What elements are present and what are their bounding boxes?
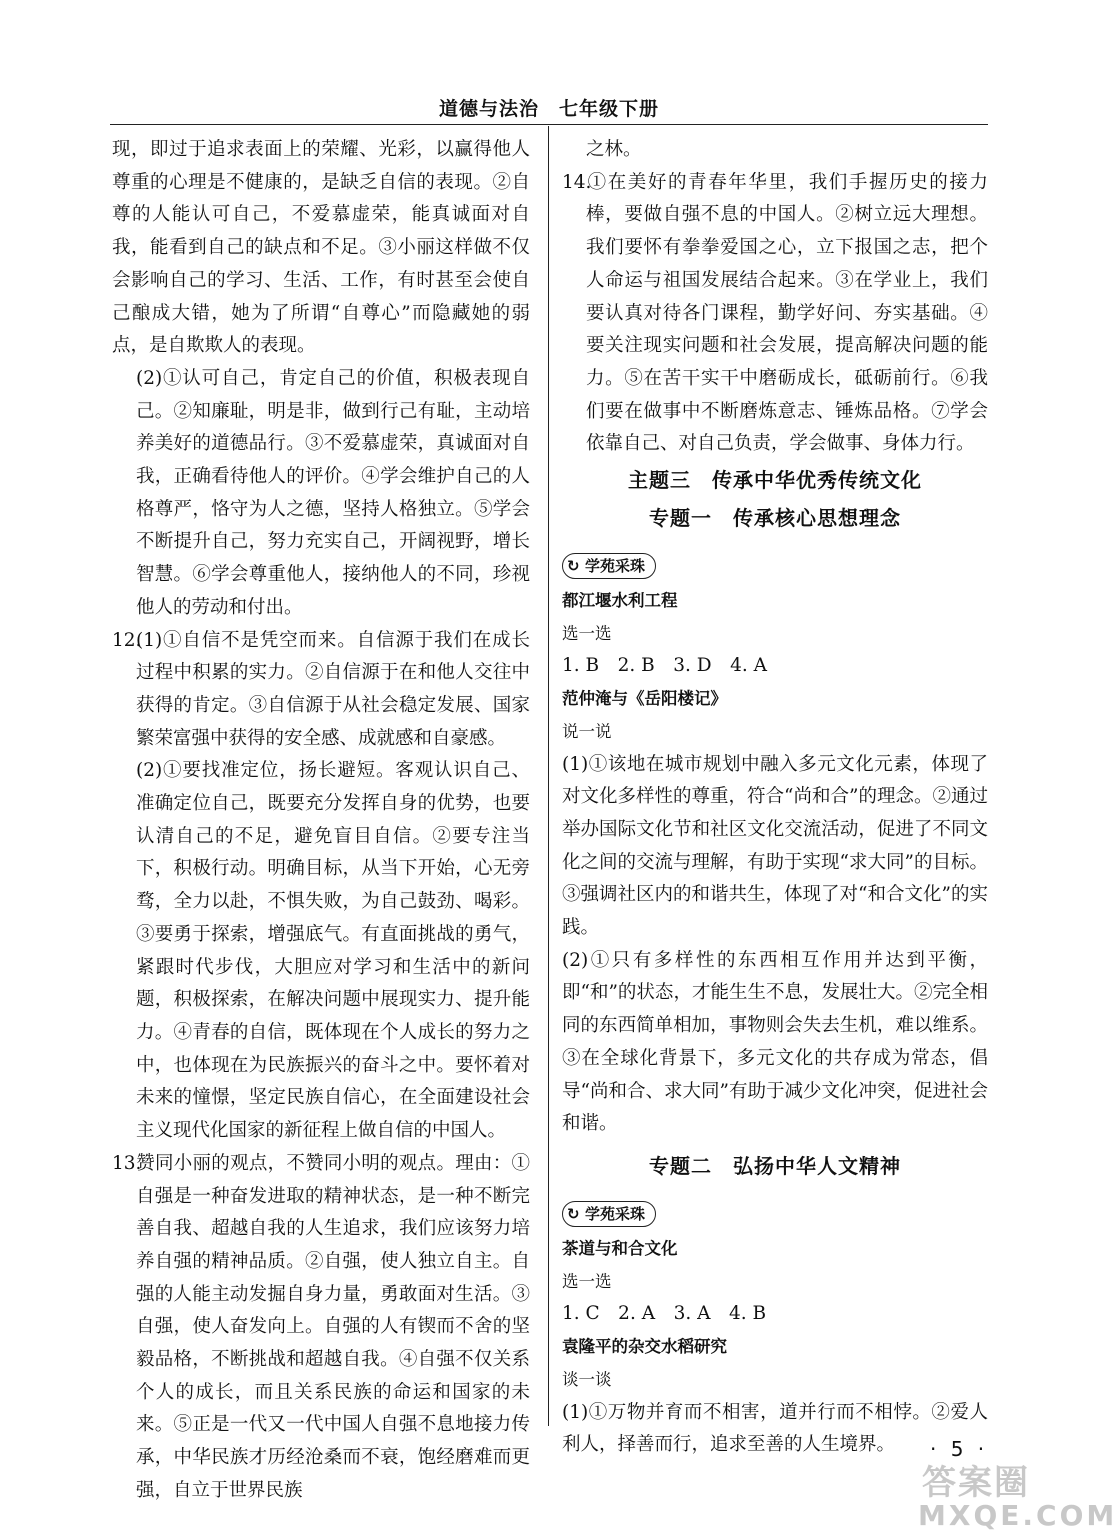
watermark-top-text: 答案圈	[922, 1463, 1030, 1503]
section-heading: 茶道与和合文化	[562, 1238, 678, 1258]
swirl-icon: ↻	[567, 557, 580, 576]
question-12-part2: (2)①要找准定位，扬长避短。客观认识自己、准确定位自己，既要充分发挥自身的优势，也要认清自己的不足，避免盲目自信。②要专注当下，积极行动。明确目标，从当下开始，心无旁骛，全力以赴，不惧失败，为自己鼓劲、喝彩。③要勇于探索，增强底气。有直面挑战的勇气，紧跟时代步伐，大胆应对学习和生活中的新问题，积极探索，在解决问题中展现实力、提升能力。④青春的自信，既体现在个人成长的努力之中，也体现在为民族振兴的奋斗之中。要怀着对未来的憧憬，坚定民族自信心，在全面建设社会主义现代化国家的新征程上做自信的中国人。	[136, 760, 530, 1142]
badge-label: 学苑采珠	[585, 557, 646, 576]
exercise-label: 说一说	[562, 721, 612, 741]
answer-line: 1. B 2. B 3. D 4. A	[562, 655, 768, 677]
question-number: 14.	[562, 171, 592, 193]
section-heading: 袁隆平的杂交水稻研究	[562, 1337, 727, 1357]
paragraph-cont: 现，即过于追求表面上的荣耀、光彩，以赢得他人尊重的心理是不健康的，是缺乏自信的表现。②自尊的人能认可自己，不爱慕虚荣，能真诚面对自我，能看到自己的缺点和不足。③小丽这样做不仅会影响自己的学习、生活、工作，有时甚至会使自己酿成大错，她为了所谓“自尊心”而隐藏她的弱点，是自欺欺人的表现。	[112, 139, 530, 357]
question-text: ①在美好的青春年华里，我们手握历史的接力棒，要做自强不息的中国人。②树立远大理想。我们要怀有拳拳爱国之心，立下报国之志，把个人命运与祖国发展结合起来。③在学业上，我们要认真对待各门课程，勤学好问、夯实基础。④要关注现实问题和社会发展，提高解决问题的能力。⑤在苦干实干中磨砺成长，砥砺前行。⑥我们要在做事中不断磨炼意志、锤炼品格。⑦学会依靠自己、对自己负责，学会做事、身体力行。	[586, 171, 988, 455]
watermark-logo	[900, 1455, 1117, 1533]
paragraph-cont: 之林。	[586, 139, 642, 160]
column-divider	[548, 126, 549, 1426]
question-13	[112, 1148, 530, 1508]
answer-paragraph: (2)①只有多样性的东西相互作用并达到平衡，即“和”的状态，才能生生不息，发展壮大。②完全相同的东西简单相加，事物则会失去生机，难以维系。③在全球化背景下，多元文化的共存成为常态，倡导“尚和合、求大同”有助于减少文化冲突，促进社会和谐。	[562, 949, 988, 1135]
question-number: 13.	[112, 1152, 142, 1174]
answer-line: 1. C 2. A 3. A 4. B	[562, 1303, 767, 1325]
page-number: · 5 ·	[930, 1437, 989, 1461]
watermark-bottom-text: MXQE.COM	[918, 1499, 1117, 1532]
answer-paragraph: (1)①该地在城市规划中融入多元文化元素，体现了对文化多样性的尊重，符合“尚和合”的理念。②通过举办国际文化节和社区文化交流活动，促进了不同文化之间的交流与理解，有助于实现“求大同”的目标。③强调社区内的和谐共生，体现了对“和合文化”的实践。	[562, 753, 988, 939]
question-text: (1)①自信不是凭空而来。自信源于我们在成长过程中积累的实力。②自信源于在和他人交往中获得的肯定。③自信源于从社会稳定发展、国家繁荣富强中获得的安全感、成就感和自豪感。	[136, 629, 530, 749]
question-12-part1	[112, 625, 530, 756]
question-number: 12.	[112, 629, 142, 651]
badge-label: 学苑采珠	[585, 1204, 646, 1223]
section-heading: 都江堰水利工程	[562, 591, 678, 611]
right-column	[562, 134, 988, 1462]
question-text: 赞同小丽的观点，不赞同小明的观点。理由：①自强是一种奋发进取的精神状态，是一种不断完善自我、超越自我的人生追求，我们应该努力培养自强的精神品质。②自强，使人独立自主。自强的人能主动发掘自身力量，勇敢面对生活。③自强，使人奋发向上。自强的人有锲而不舍的坚毅品格，不断挑战和超越自我。④自强不仅关系个人的成长，而且关系民族的命运和国家的未来。⑤正是一代又一代中国人自强不息地接力传承，中华民族才历经沧桑而不衰，饱经磨难而更强，自立于世界民族	[136, 1152, 530, 1501]
section-heading: 范仲淹与《岳阳楼记》	[562, 689, 727, 709]
section-badge	[562, 1201, 656, 1227]
topic-1-title: 专题一 传承核心思想理念	[649, 506, 901, 531]
topic-2-title: 专题二 弘扬中华人文精神	[649, 1153, 901, 1178]
page-header-title: 道德与法治 七年级下册	[438, 98, 659, 120]
paragraph-q11-2: (2)①认可自己，肯定自己的价值，积极表现自己。②知廉耻，明是非，做到行己有耻，主动培养美好的道德品行。③不爱慕虚荣，真诚面对自我，正确看待他人的评价。④学会维护自己的人格尊严，恪守为人之德，坚持人格独立。⑤学会不断提升自己，努力充实自己，开阔视野，增长智慧。⑥学会尊重他人，接纳他人的不同，珍视他人的劳动和付出。	[136, 367, 530, 618]
header-rule	[110, 124, 988, 125]
exercise-label: 选一选	[562, 623, 612, 643]
swirl-icon: ↻	[567, 1204, 580, 1223]
theme-title: 主题三 传承中华优秀传统文化	[628, 468, 922, 493]
left-column	[112, 134, 530, 1508]
question-14	[562, 167, 988, 461]
answer-paragraph: (1)①万物并育而不相害，道并行而不相悖。②爱人利人，择善而行，追求至善的人生境界。	[562, 1401, 988, 1456]
exercise-label: 谈一谈	[562, 1369, 612, 1389]
exercise-label: 选一选	[562, 1271, 612, 1291]
section-badge	[562, 553, 656, 579]
